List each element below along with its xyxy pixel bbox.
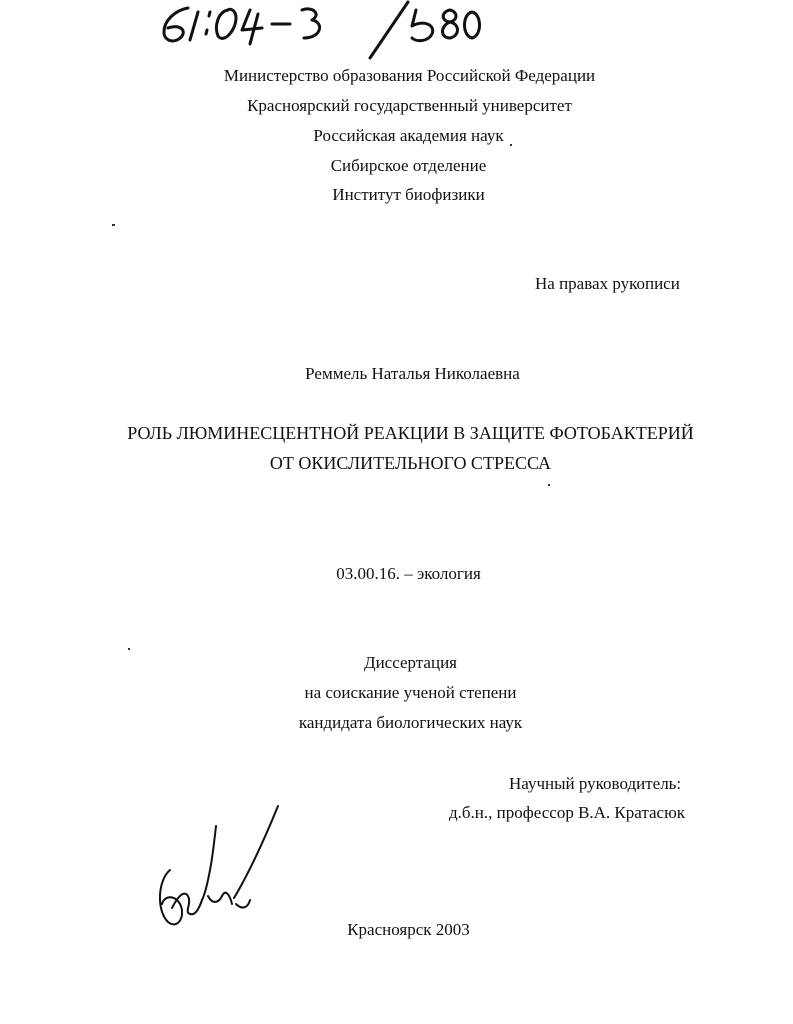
- scan-speck: [510, 144, 512, 146]
- author-name: Реммель Наталья Николаевна: [305, 364, 520, 383]
- specialty-code: 03.00.16. – экология: [336, 564, 481, 583]
- scan-speck: [112, 224, 115, 226]
- city-and-year: Красноярск 2003: [347, 920, 470, 939]
- dissertation-title-line-1: РОЛЬ ЛЮМИНЕСЦЕНТНОЙ РЕАКЦИИ В ЗАЩИТЕ ФОТОБАКТЕРИЙ: [127, 423, 694, 443]
- manuscript-rights-note: На правах рукописи: [535, 274, 680, 293]
- organization-branch: Сибирское отделение: [330, 156, 487, 175]
- degree-purpose: на соискание ученой степени: [304, 683, 517, 702]
- handwritten-catalog-number: [150, 0, 490, 62]
- degree-name: кандидата биологических наук: [298, 713, 523, 732]
- organization-academy: Российская академия наук: [313, 126, 504, 145]
- handwritten-signature: [150, 800, 290, 940]
- dissertation-title-line-2: ОТ ОКИСЛИТЕЛЬНОГО СТРЕССА: [269, 453, 552, 473]
- scan-speck: [548, 484, 550, 486]
- organization-university: Красноярский государственный университет: [247, 96, 572, 115]
- dissertation-type: Диссертация: [363, 653, 457, 672]
- scan-speck: [128, 648, 130, 650]
- supervisor-name: д.б.н., профессор В.А. Кратасюк: [449, 803, 686, 822]
- signature-drawing: [150, 800, 290, 940]
- supervisor-label: Научный руководитель:: [509, 774, 682, 793]
- handwritten-number-drawing: [150, 0, 490, 62]
- organization-ministry: Министерство образования Российской Федерации: [223, 66, 596, 85]
- organization-institute: Институт биофизики: [332, 185, 485, 204]
